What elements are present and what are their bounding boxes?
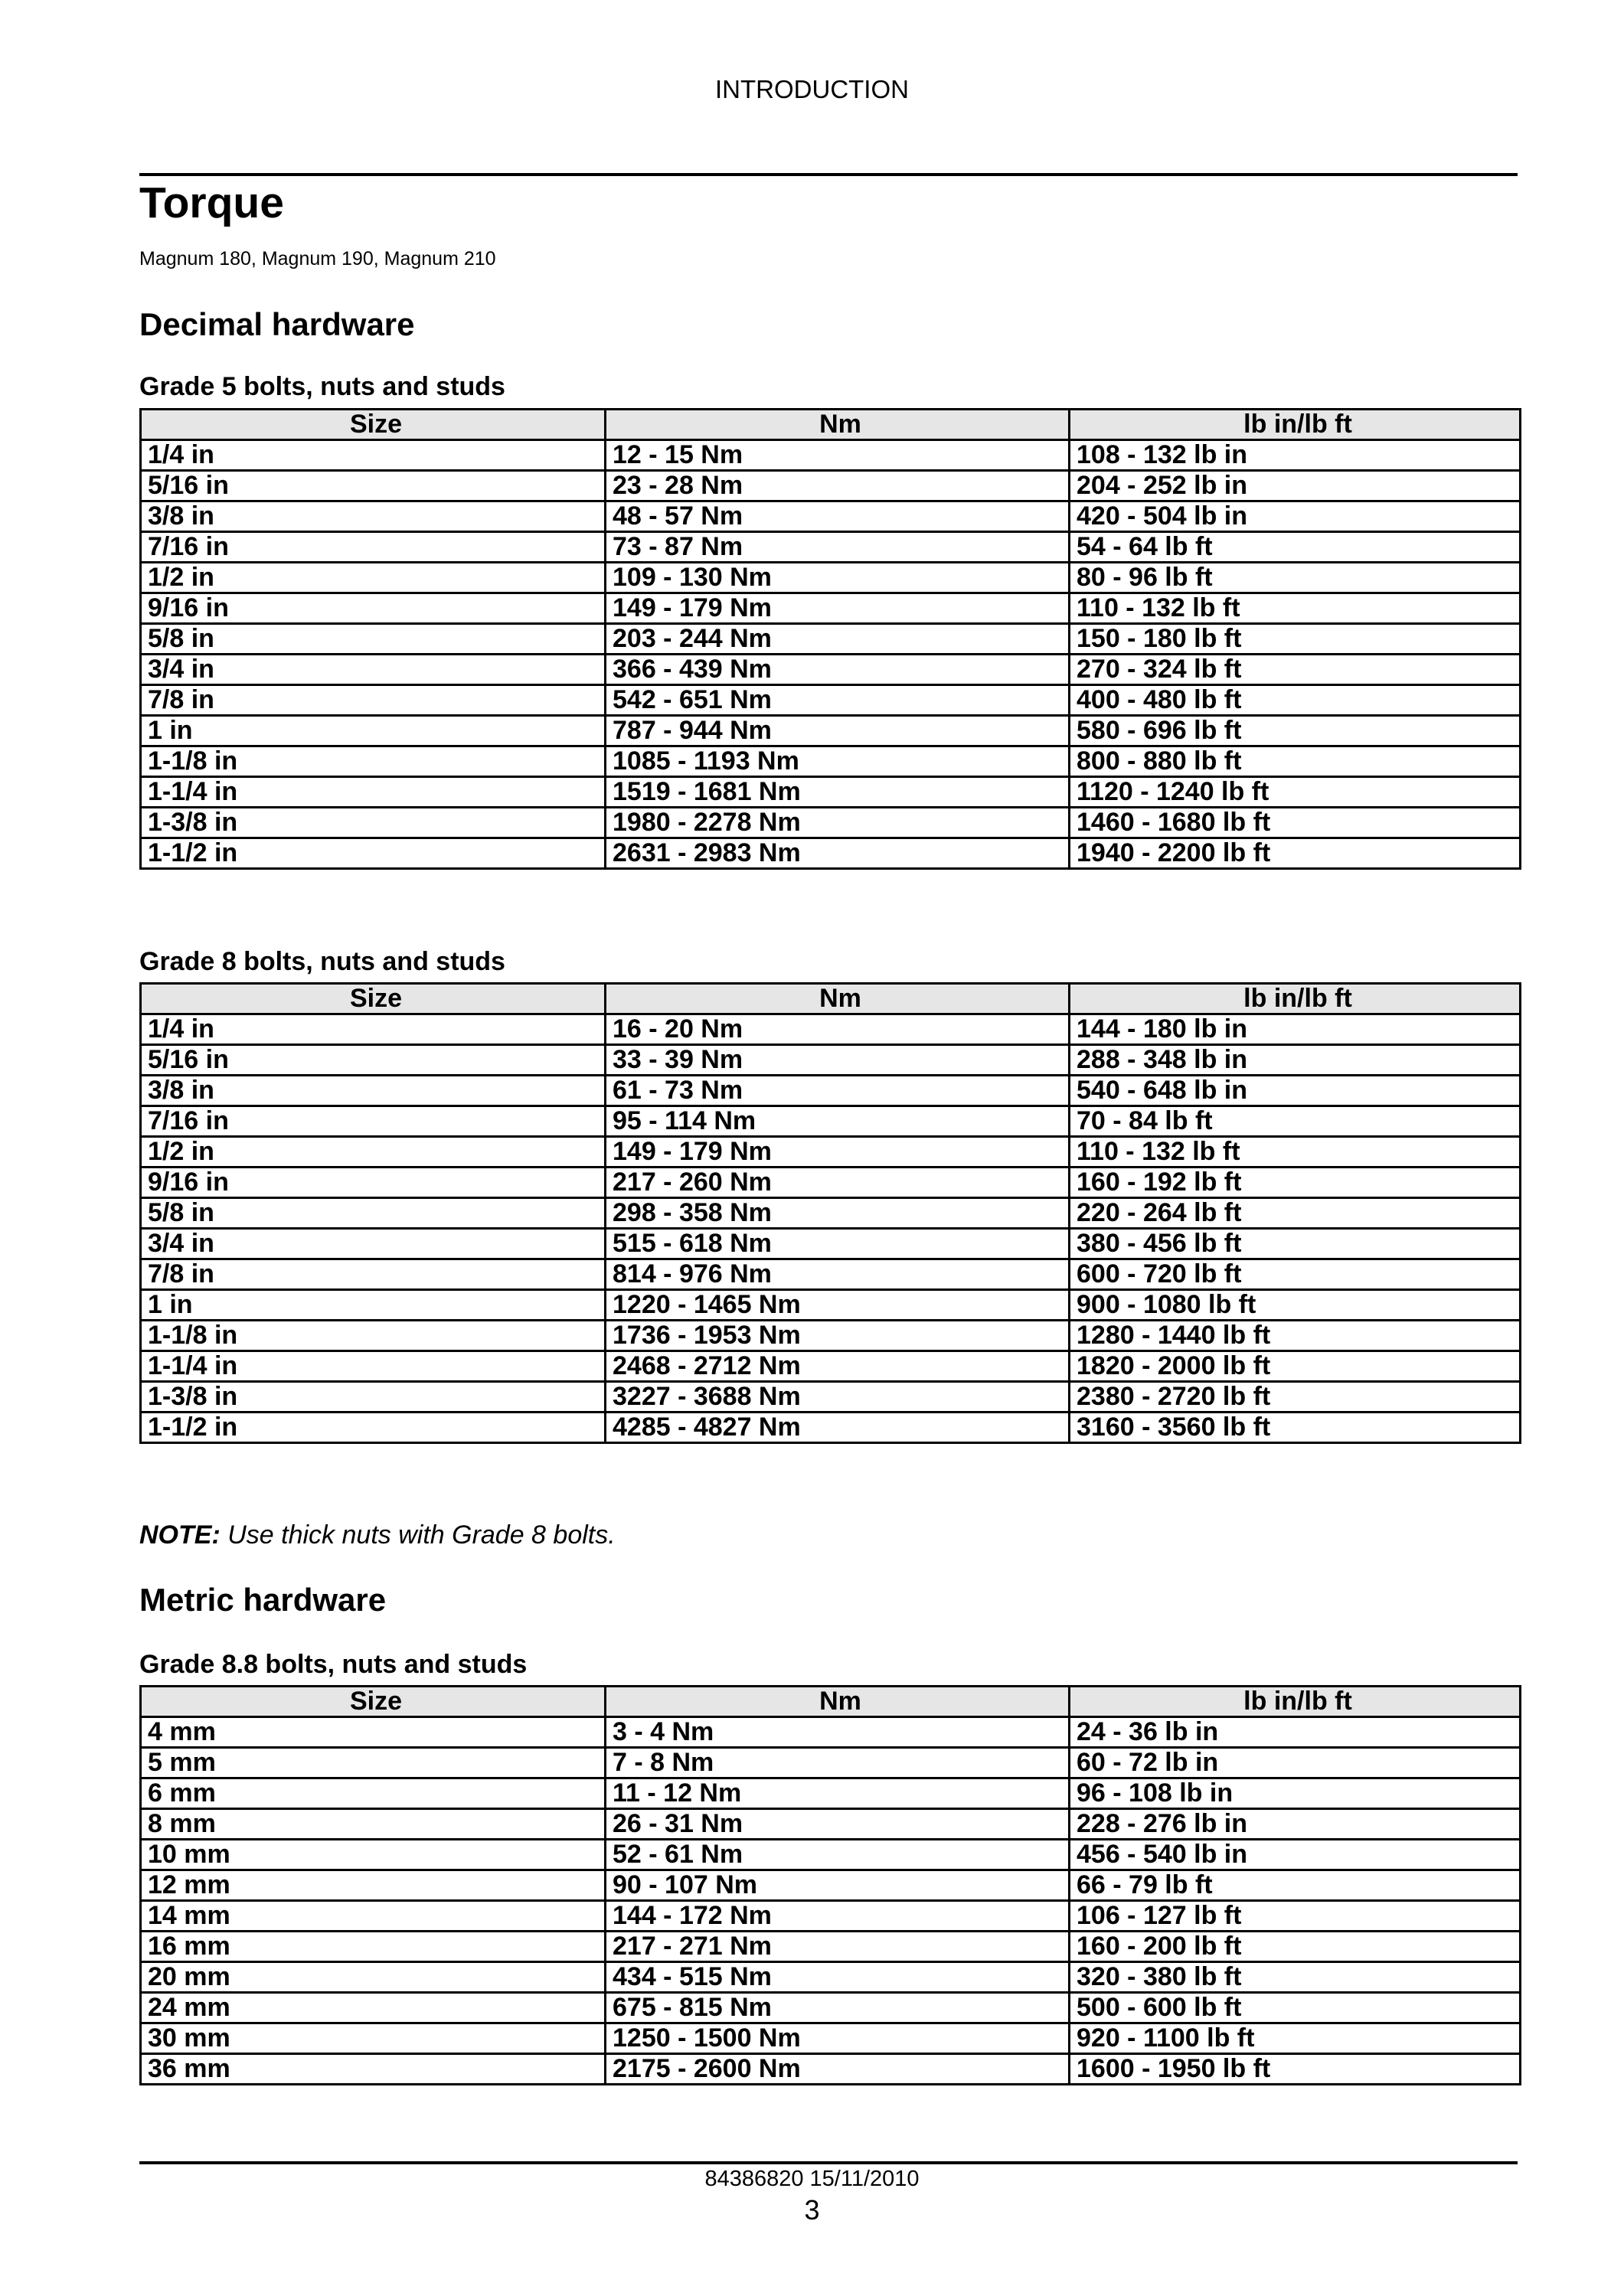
- nm-cell: 2468 - 2712 Nm: [606, 1351, 1070, 1382]
- table-row: [141, 624, 1521, 655]
- size-cell: 1-3/8 in: [141, 1382, 606, 1413]
- lb-cell: 1280 - 1440 lb ft: [1070, 1321, 1521, 1351]
- table-row: [141, 1748, 1521, 1778]
- size-cell: 7/16 in: [141, 1106, 606, 1137]
- nm-cell: 11 - 12 Nm: [606, 1778, 1070, 1809]
- table-row: [141, 1168, 1521, 1198]
- size-cell: 3/8 in: [141, 501, 606, 532]
- lb-cell: 66 - 79 lb ft: [1070, 1870, 1521, 1901]
- lb-cell: 106 - 127 lb ft: [1070, 1901, 1521, 1932]
- size-cell: 1/4 in: [141, 440, 606, 471]
- nm-cell: 149 - 179 Nm: [606, 593, 1070, 624]
- size-cell: 1-1/2 in: [141, 838, 606, 869]
- nm-cell: 1736 - 1953 Nm: [606, 1321, 1070, 1351]
- size-cell: 1-3/8 in: [141, 808, 606, 838]
- nm-cell: 144 - 172 Nm: [606, 1901, 1070, 1932]
- lb-cell: 108 - 132 lb in: [1070, 440, 1521, 471]
- lb-cell: 228 - 276 lb in: [1070, 1809, 1521, 1840]
- size-cell: 10 mm: [141, 1840, 606, 1870]
- nm-cell: 1220 - 1465 Nm: [606, 1290, 1070, 1321]
- lb-cell: 540 - 648 lb in: [1070, 1076, 1521, 1106]
- table-row: [141, 1840, 1521, 1870]
- table-row: [141, 1014, 1521, 1045]
- table-row: [141, 2023, 1521, 2054]
- size-cell: 30 mm: [141, 2023, 606, 2054]
- lb-cell: 1460 - 1680 lb ft: [1070, 808, 1521, 838]
- size-cell: 7/8 in: [141, 685, 606, 716]
- table-row: [141, 1962, 1521, 1993]
- nm-cell: 48 - 57 Nm: [606, 501, 1070, 532]
- size-cell: 1/2 in: [141, 1137, 606, 1168]
- lb-cell: 500 - 600 lb ft: [1070, 1993, 1521, 2023]
- table-row: [141, 685, 1521, 716]
- nm-cell: 7 - 8 Nm: [606, 1748, 1070, 1778]
- nm-cell: 16 - 20 Nm: [606, 1014, 1070, 1045]
- size-cell: 14 mm: [141, 1901, 606, 1932]
- table-row: [141, 1137, 1521, 1168]
- table-row: [141, 1106, 1521, 1137]
- nm-cell: 1250 - 1500 Nm: [606, 2023, 1070, 2054]
- header-rule: [139, 173, 1518, 176]
- size-cell: 7/8 in: [141, 1259, 606, 1290]
- column-header-lb: lb in/lb ft: [1070, 1687, 1521, 1717]
- column-header-size: Size: [141, 984, 606, 1014]
- table-row: [141, 440, 1521, 471]
- lb-cell: 600 - 720 lb ft: [1070, 1259, 1521, 1290]
- size-cell: 3/4 in: [141, 655, 606, 685]
- nm-cell: 1085 - 1193 Nm: [606, 746, 1070, 777]
- metric-hardware-heading: Metric hardware: [139, 1582, 387, 1618]
- column-header-lb: lb in/lb ft: [1070, 410, 1521, 440]
- size-cell: 1/4 in: [141, 1014, 606, 1045]
- size-cell: 1-1/8 in: [141, 746, 606, 777]
- table-row: [141, 1382, 1521, 1413]
- nm-cell: 217 - 271 Nm: [606, 1932, 1070, 1962]
- nm-cell: 366 - 439 Nm: [606, 655, 1070, 685]
- nm-cell: 217 - 260 Nm: [606, 1168, 1070, 1198]
- size-cell: 1-1/4 in: [141, 777, 606, 808]
- size-cell: 12 mm: [141, 1870, 606, 1901]
- lb-cell: 580 - 696 lb ft: [1070, 716, 1521, 746]
- grade88-table: [139, 1685, 1521, 2085]
- lb-cell: 288 - 348 lb in: [1070, 1045, 1521, 1076]
- nm-cell: 787 - 944 Nm: [606, 716, 1070, 746]
- table-row: [141, 1229, 1521, 1259]
- grade5-caption: Grade 5 bolts, nuts and studs: [139, 372, 505, 401]
- column-header-lb: lb in/lb ft: [1070, 984, 1521, 1014]
- table-header-row: [141, 410, 1521, 440]
- grade5-table: [139, 408, 1521, 870]
- footer-rule: [139, 2161, 1518, 2164]
- size-cell: 24 mm: [141, 1993, 606, 2023]
- table-header-row: [141, 984, 1521, 1014]
- note-label: NOTE:: [139, 1520, 221, 1550]
- table-row: [141, 563, 1521, 593]
- size-cell: 36 mm: [141, 2054, 606, 2085]
- note-text: Use thick nuts with Grade 8 bolts.: [227, 1520, 616, 1550]
- nm-cell: 73 - 87 Nm: [606, 532, 1070, 563]
- table-row: [141, 655, 1521, 685]
- nm-cell: 2175 - 2600 Nm: [606, 2054, 1070, 2085]
- nm-cell: 814 - 976 Nm: [606, 1259, 1070, 1290]
- decimal-hardware-heading: Decimal hardware: [139, 306, 415, 342]
- lb-cell: 456 - 540 lb in: [1070, 1840, 1521, 1870]
- table-header-row: [141, 1687, 1521, 1717]
- table-row: [141, 1290, 1521, 1321]
- size-cell: 5/16 in: [141, 471, 606, 501]
- lb-cell: 3160 - 3560 lb ft: [1070, 1413, 1521, 1443]
- size-cell: 5 mm: [141, 1748, 606, 1778]
- lb-cell: 24 - 36 lb in: [1070, 1717, 1521, 1748]
- table-row: [141, 1993, 1521, 2023]
- lb-cell: 2380 - 2720 lb ft: [1070, 1382, 1521, 1413]
- column-header-nm: Nm: [606, 984, 1070, 1014]
- model-list: Magnum 180, Magnum 190, Magnum 210: [139, 248, 496, 269]
- lb-cell: 1600 - 1950 lb ft: [1070, 2054, 1521, 2085]
- table-row: [141, 1321, 1521, 1351]
- lb-cell: 1820 - 2000 lb ft: [1070, 1351, 1521, 1382]
- nm-cell: 2631 - 2983 Nm: [606, 838, 1070, 869]
- lb-cell: 80 - 96 lb ft: [1070, 563, 1521, 593]
- table-row: [141, 2054, 1521, 2085]
- table-row: [141, 471, 1521, 501]
- size-cell: 5/8 in: [141, 624, 606, 655]
- size-cell: 7/16 in: [141, 532, 606, 563]
- lb-cell: 144 - 180 lb in: [1070, 1014, 1521, 1045]
- column-header-nm: Nm: [606, 410, 1070, 440]
- nm-cell: 149 - 179 Nm: [606, 1137, 1070, 1168]
- nm-cell: 298 - 358 Nm: [606, 1198, 1070, 1229]
- lb-cell: 110 - 132 lb ft: [1070, 593, 1521, 624]
- nm-cell: 3227 - 3688 Nm: [606, 1382, 1070, 1413]
- table-row: [141, 1198, 1521, 1229]
- lb-cell: 110 - 132 lb ft: [1070, 1137, 1521, 1168]
- lb-cell: 60 - 72 lb in: [1070, 1748, 1521, 1778]
- nm-cell: 12 - 15 Nm: [606, 440, 1070, 471]
- lb-cell: 54 - 64 lb ft: [1070, 532, 1521, 563]
- size-cell: 20 mm: [141, 1962, 606, 1993]
- page-number: 3: [804, 2194, 820, 2226]
- table-row: [141, 532, 1521, 563]
- size-cell: 6 mm: [141, 1778, 606, 1809]
- section-header: INTRODUCTION: [715, 75, 909, 103]
- size-cell: 1 in: [141, 1290, 606, 1321]
- nm-cell: 203 - 244 Nm: [606, 624, 1070, 655]
- size-cell: 3/8 in: [141, 1076, 606, 1106]
- document-id: 84386820 15/11/2010: [704, 2167, 920, 2191]
- table-row: [141, 1076, 1521, 1106]
- table-row: [141, 1045, 1521, 1076]
- column-header-size: Size: [141, 1687, 606, 1717]
- lb-cell: 320 - 380 lb ft: [1070, 1962, 1521, 1993]
- page-title: Torque: [139, 178, 284, 227]
- nm-cell: 1519 - 1681 Nm: [606, 777, 1070, 808]
- nm-cell: 4285 - 4827 Nm: [606, 1413, 1070, 1443]
- lb-cell: 270 - 324 lb ft: [1070, 655, 1521, 685]
- table-row: [141, 716, 1521, 746]
- size-cell: 16 mm: [141, 1932, 606, 1962]
- nm-cell: 515 - 618 Nm: [606, 1229, 1070, 1259]
- table-row: [141, 593, 1521, 624]
- grade8-caption: Grade 8 bolts, nuts and studs: [139, 947, 505, 976]
- nm-cell: 675 - 815 Nm: [606, 1993, 1070, 2023]
- table-row: [141, 1259, 1521, 1290]
- lb-cell: 380 - 456 lb ft: [1070, 1229, 1521, 1259]
- size-cell: 1-1/2 in: [141, 1413, 606, 1443]
- size-cell: 5/8 in: [141, 1198, 606, 1229]
- table-row: [141, 1413, 1521, 1443]
- size-cell: 9/16 in: [141, 593, 606, 624]
- table-row: [141, 1351, 1521, 1382]
- size-cell: 5/16 in: [141, 1045, 606, 1076]
- size-cell: 8 mm: [141, 1809, 606, 1840]
- column-header-size: Size: [141, 410, 606, 440]
- table-row: [141, 808, 1521, 838]
- size-cell: 3/4 in: [141, 1229, 606, 1259]
- table-row: [141, 777, 1521, 808]
- note: [139, 1520, 616, 1550]
- table-row: [141, 1901, 1521, 1932]
- nm-cell: 434 - 515 Nm: [606, 1962, 1070, 1993]
- nm-cell: 3 - 4 Nm: [606, 1717, 1070, 1748]
- table-row: [141, 746, 1521, 777]
- lb-cell: 204 - 252 lb in: [1070, 471, 1521, 501]
- table-row: [141, 1717, 1521, 1748]
- lb-cell: 150 - 180 lb ft: [1070, 624, 1521, 655]
- size-cell: 9/16 in: [141, 1168, 606, 1198]
- lb-cell: 400 - 480 lb ft: [1070, 685, 1521, 716]
- size-cell: 1/2 in: [141, 563, 606, 593]
- lb-cell: 800 - 880 lb ft: [1070, 746, 1521, 777]
- size-cell: 1 in: [141, 716, 606, 746]
- grade8-table: [139, 982, 1521, 1444]
- grade88-caption: Grade 8.8 bolts, nuts and studs: [139, 1650, 528, 1679]
- nm-cell: 109 - 130 Nm: [606, 563, 1070, 593]
- table-row: [141, 838, 1521, 869]
- nm-cell: 95 - 114 Nm: [606, 1106, 1070, 1137]
- nm-cell: 23 - 28 Nm: [606, 471, 1070, 501]
- nm-cell: 61 - 73 Nm: [606, 1076, 1070, 1106]
- table-row: [141, 1870, 1521, 1901]
- table-row: [141, 1809, 1521, 1840]
- size-cell: 4 mm: [141, 1717, 606, 1748]
- size-cell: 1-1/8 in: [141, 1321, 606, 1351]
- column-header-nm: Nm: [606, 1687, 1070, 1717]
- table-row: [141, 1778, 1521, 1809]
- lb-cell: 420 - 504 lb in: [1070, 501, 1521, 532]
- size-cell: 1-1/4 in: [141, 1351, 606, 1382]
- table-row: [141, 1932, 1521, 1962]
- lb-cell: 900 - 1080 lb ft: [1070, 1290, 1521, 1321]
- lb-cell: 1120 - 1240 lb ft: [1070, 777, 1521, 808]
- lb-cell: 160 - 192 lb ft: [1070, 1168, 1521, 1198]
- nm-cell: 26 - 31 Nm: [606, 1809, 1070, 1840]
- nm-cell: 52 - 61 Nm: [606, 1840, 1070, 1870]
- nm-cell: 1980 - 2278 Nm: [606, 808, 1070, 838]
- lb-cell: 160 - 200 lb ft: [1070, 1932, 1521, 1962]
- lb-cell: 1940 - 2200 lb ft: [1070, 838, 1521, 869]
- nm-cell: 542 - 651 Nm: [606, 685, 1070, 716]
- nm-cell: 90 - 107 Nm: [606, 1870, 1070, 1901]
- lb-cell: 220 - 264 lb ft: [1070, 1198, 1521, 1229]
- lb-cell: 70 - 84 lb ft: [1070, 1106, 1521, 1137]
- lb-cell: 96 - 108 lb in: [1070, 1778, 1521, 1809]
- lb-cell: 920 - 1100 lb ft: [1070, 2023, 1521, 2054]
- nm-cell: 33 - 39 Nm: [606, 1045, 1070, 1076]
- table-row: [141, 501, 1521, 532]
